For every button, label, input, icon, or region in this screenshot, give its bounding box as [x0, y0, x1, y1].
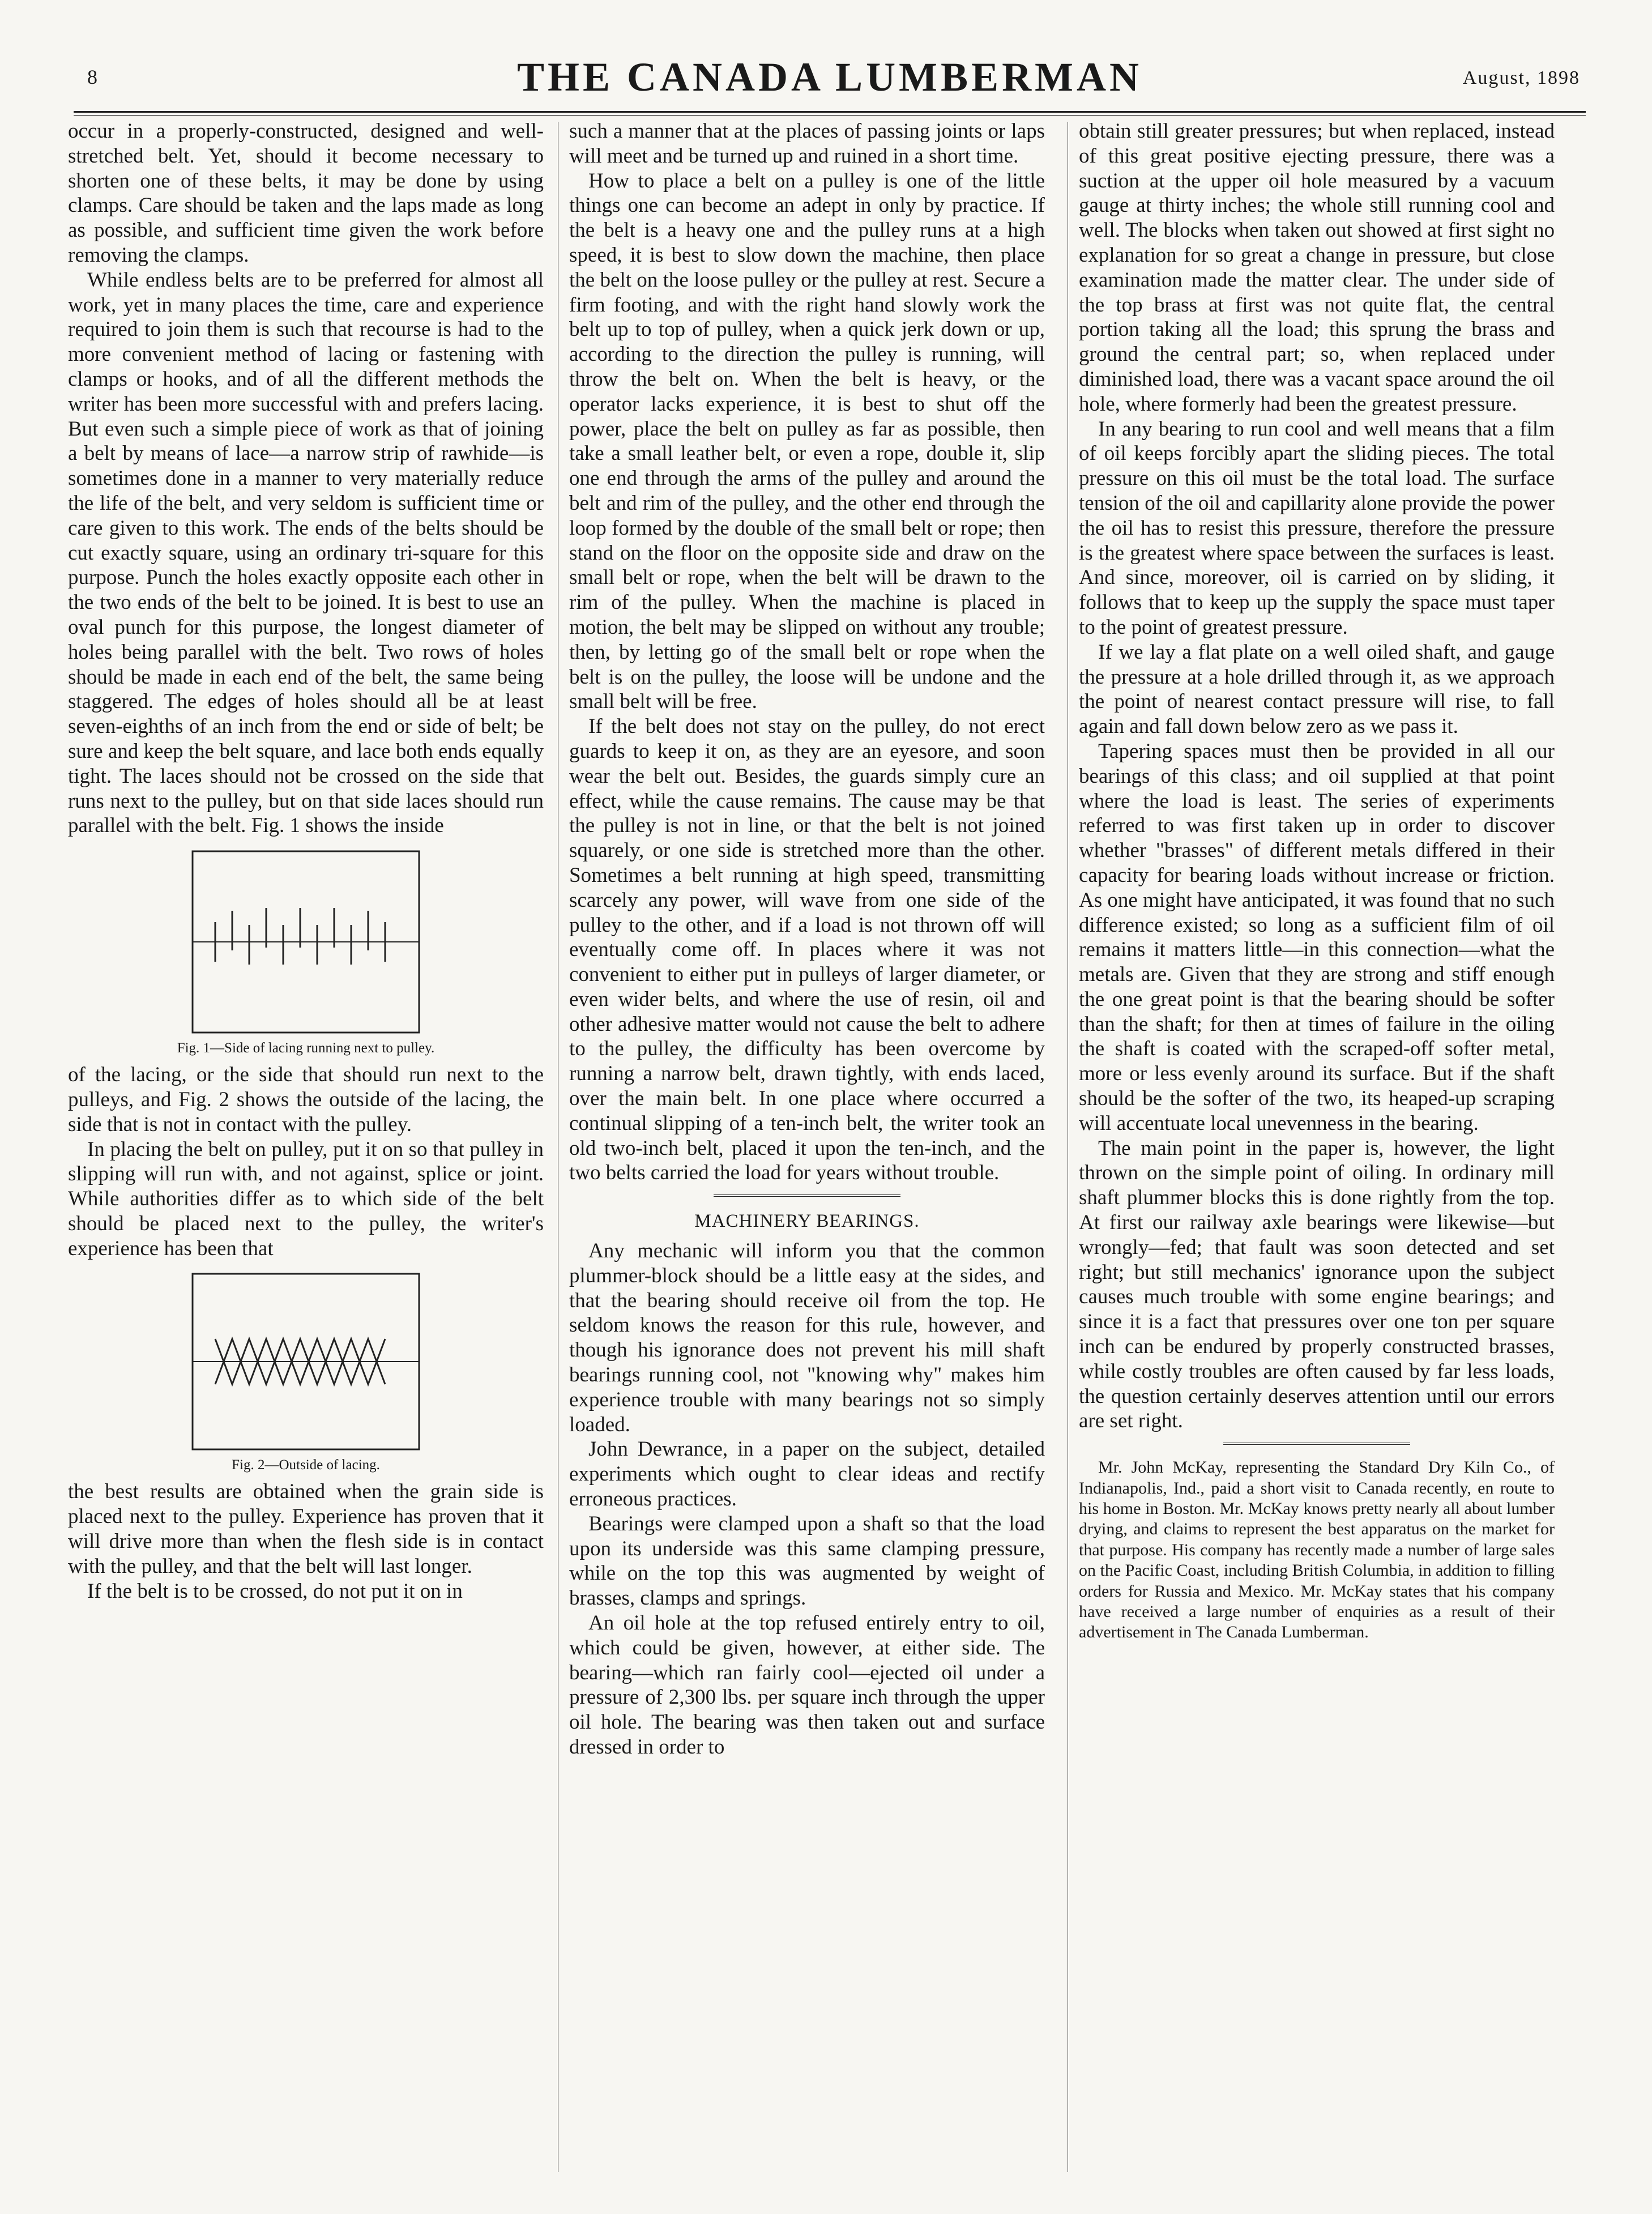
paragraph: John Dewrance, in a paper on the subject, detailed experiments which ought to clear ideas and rectify erroneous practices. — [569, 1437, 1045, 1511]
header-rule — [74, 111, 1586, 113]
paragraph: If the belt is to be crossed, do not put it on in — [87, 1579, 463, 1603]
column-2 — [569, 119, 1045, 1760]
header-rule-thin — [74, 115, 1586, 116]
page-header — [74, 54, 1586, 110]
paragraph: Mr. John McKay, representing the Standard Dry Kiln Co., of Indianapolis, Ind., paid a short visit to Canada recently, en route to his home in Boston. Mr. McKay knows pretty nearly all about lumber drying, and claims to represent the best apparatus on the market for that purpose. His company has recently made a number of large sales on the Pacific Coast, including British Columbia, in addition to filling orders for Russia and Mexico. Mr. McKay states that his company have received a large number of enquiries as a result of their advertisement in The Canada Lumberman. — [1079, 1458, 1555, 1642]
figure-2-caption: Fig. 2—Outside of lacing. — [232, 1457, 380, 1473]
paragraph: Any mechanic will inform you that the common plummer-block should be a little easy at the sides, and that the bearing should receive oil from the top. He seldom knows the reason for this rule, however, and though his ignorance does not prevent his mill shaft bearings running cool, not "knowing why" makes him experience trouble with many bearings not so simply loaded. — [569, 1239, 1045, 1436]
paragraph: such a manner that at the places of passing joints or laps will meet and be turned up and ruined in a short time. — [569, 120, 1045, 168]
column-1 — [68, 119, 544, 1603]
paragraph: An oil hole at the top refused entirely entry to oil, which could be given, however, at either side. The bearing—which ran fairly cool—ejected oil under a pressure of 2,300 lbs. per square inch through the upper oil hole. The bearing was then taken out and surface dressed in order to — [569, 1611, 1045, 1759]
section-title: MACHINERY BEARINGS. — [694, 1211, 920, 1232]
issue-date: August, 1898 — [1462, 67, 1580, 88]
paragraph: of the lacing, or the side that should run next to the pulleys, and Fig. 2 shows the outside of the lacing, the side that is not in contact with the pulley. — [68, 1063, 544, 1136]
paragraph: How to place a belt on a pulley is one of the little things one can become an adept in only by practice. If the belt is a heavy one and the pulley runs at a high speed, it is best to slow down the machine, then place the belt on the loose pulley or the pulley at rest. Secure a firm footing, and with the right hand slowly work the belt up to top of pulley, when a quick jerk down or up, according to the direction the pulley is running, will throw the belt on. When the belt is heavy, or the operator lacks experience, it is best to shut off the power, place the belt on pulley as far as possible, then take a small leather belt, or even a rope, double it, slip one end through the arms of the pulley and around the belt and rim of the pulley, and the other end through the loop formed by the double of the small belt or rope; then stand on the floor on the opposite side and draw on the small belt or rope, when the belt will be drawn to the rim of the pulley. When the machine is placed in motion, the belt may be slipped on without any trouble; then, by letting go of the small belt or rope when the belt is on the pulley, the loose will be undone and the small belt will be free. — [569, 169, 1045, 714]
figure-2 — [68, 1271, 544, 1474]
paragraph: If we lay a flat plate on a well oiled shaft, and gauge the pressure at a hole drilled through it, as we approach the point of nearest contact pressure will rise, to fall again and fall down below zero as we pass it. — [1079, 640, 1555, 739]
figure-1 — [68, 848, 544, 1057]
section-divider — [1223, 1443, 1410, 1447]
paragraph: If the belt does not stay on the pulley, do not erect guards to keep it on, as they are an eyesore, and soon wear the belt out. Besides, the guards simply cure an effect, while the cause remains. The cause may be that the pulley is not in line, or that the belt is not joined squarely, or one side is stretched more than the other. Sometimes a belt running at high speed, transmitting scarcely any power, will wave from one side of the pulley to the other, and if a load is not thrown off will eventually come off. In places where it was not convenient to either put in pulleys of larger diameter, or even wider belts, and where the use of resin, oil and other adhesive matter would not cause the belt to adhere to the pulley, the difficulty has been overcome by running a narrow belt, drawn tightly, with ends laced, over the main belt. In one place where occurred a continual slipping of a ten-inch belt, the writer took an old two-inch belt, placed it upon the ten-inch, and the two belts carried the load for years without trouble. — [569, 715, 1045, 1185]
paragraph: The main point in the paper is, however, the light thrown on the simple point of oiling. In ordinary mill shaft plummer blocks this is done rightly from the top. At first our railway axle bearings were likewise—but wrongly—fed; that fault was soon detected and set right; but still mechanics' ignorance upon the subject causes much trouble with some engine bearings; and since it is a fact that pressures over one ton per square inch can be endured by properly constructed brasses, while costly troubles are often caused by far less loads, the question certainly deserves attention until our errors are set right. — [1079, 1136, 1555, 1433]
column-3 — [1079, 119, 1555, 1643]
page-number: 8 — [87, 66, 97, 88]
paragraph: In placing the belt on pulley, put it on so that pulley in slipping will run with, and not against, splice or joint. While authorities differ as to which side of the belt should be placed next to the pulley, the writer's experience has been that — [68, 1137, 544, 1260]
lacing-inside-illustration — [170, 848, 442, 1035]
paragraph: obtain still greater pressures; but when replaced, instead of this great positive ejecting pressure, there was a suction at the upper oil hole measured by a vacuum gauge at thirty inches; the whole still running cool and well. The blocks when taken out showed at first sight no explanation for so great a change in pressure, but close examination made the matter clear. The under side of the top brass at first was not quite flat, the central portion taking all the load; this sprung the brass and ground the central part; so, when replaced under diminished load, there was a vacant space around the oil hole, where formerly had been the greatest pressure. — [1079, 120, 1555, 416]
masthead-title: THE CANADA LUMBERMAN — [516, 54, 1143, 100]
paragraph: occur in a properly-constructed, designed and well-stretched belt. Yet, should it become necessary to shorten one of these belts, it may be done by using clamps. Care should be taken and the laps made as long as possible, and sufficient time given the work before removing the clamps. — [68, 120, 544, 267]
paragraph: In any bearing to run cool and well means that a film of oil keeps forcibly apart the sliding pieces. The total pressure on this oil must be the total load. The surface tension of the oil and capillarity alone provide the power the oil has to resist this pressure, therefore the pressure is the greatest where space between the surfaces is least. And since, moreover, oil is carried on by sliding, it follows that to keep up the supply the space must taper to the point of greatest pressure. — [1079, 417, 1555, 639]
paragraph: Tapering spaces must then be provided in all our bearings of this class; and oil supplied at that point where the load is least. The series of experiments referred to was first taken up in order to discover whether "brasses" of different metals differed in their capacity for bearing loads without increase or friction. As one might have anticipated, it was found that no such difference existed; so long as a sufficient film of oil remains it matters little—in this connection—what the metals are. Given that they are strong and stiff enough the one great point is that the bearing should be softer than the shaft; for then at times of failure in the oiling the shaft is coated with the scraped-off softer metal, more or less evenly around its surface. But if the shaft should be the softer of the two, its heaped-up scraping will accentuate local unevenness in the bearing. — [1079, 739, 1555, 1135]
figure-1-caption: Fig. 1—Side of lacing running next to pulley. — [177, 1040, 435, 1056]
paragraph: Bearings were clamped upon a shaft so that the load upon its underside was this same clamping pressure, while on the top this was augmented by weight of brasses, clamps and springs. — [569, 1512, 1045, 1610]
paragraph: While endless belts are to be preferred for almost all work, yet in many places the time, care and experience required to join them is such that recourse is had to the more convenient method of lacing or fastening with clamps or hooks, and of all the different methods the writer has been more successful with and prefers lacing. But even such a simple piece of work as that of joining a belt by means of lace—a narrow strip of rawhide—is sometimes done in a manner to very materially reduce the life of the belt, and very seldom is sufficient time or care given to this work. The ends of the belts should be cut exactly square, using an ordinary tri-square for this purpose. Punch the holes exactly opposite each other in the two ends of the belt to be joined. It is best to use an oval punch for this purpose, the longest diameter of holes being parallel with the belt. Two rows of holes should be made in each end of the belt, the same being staggered. The edges of holes should all be at least seven-eighths of an inch from the end or side of belt; be sure and keep the belt square, and lace both ends equally tight. The laces should not be crossed on the side that runs next to the pulley, but on that side laces should run parallel with the belt. Fig. 1 shows the inside — [68, 268, 544, 838]
paragraph: the best results are obtained when the grain side is placed next to the pulley. Experience has proven that it will drive more than when the flesh side is in contact with the pulley, and that the belt will last longer. — [68, 1480, 544, 1578]
lacing-outside-illustration — [170, 1271, 442, 1452]
news-note — [1079, 1457, 1555, 1643]
section-divider — [714, 1195, 900, 1199]
